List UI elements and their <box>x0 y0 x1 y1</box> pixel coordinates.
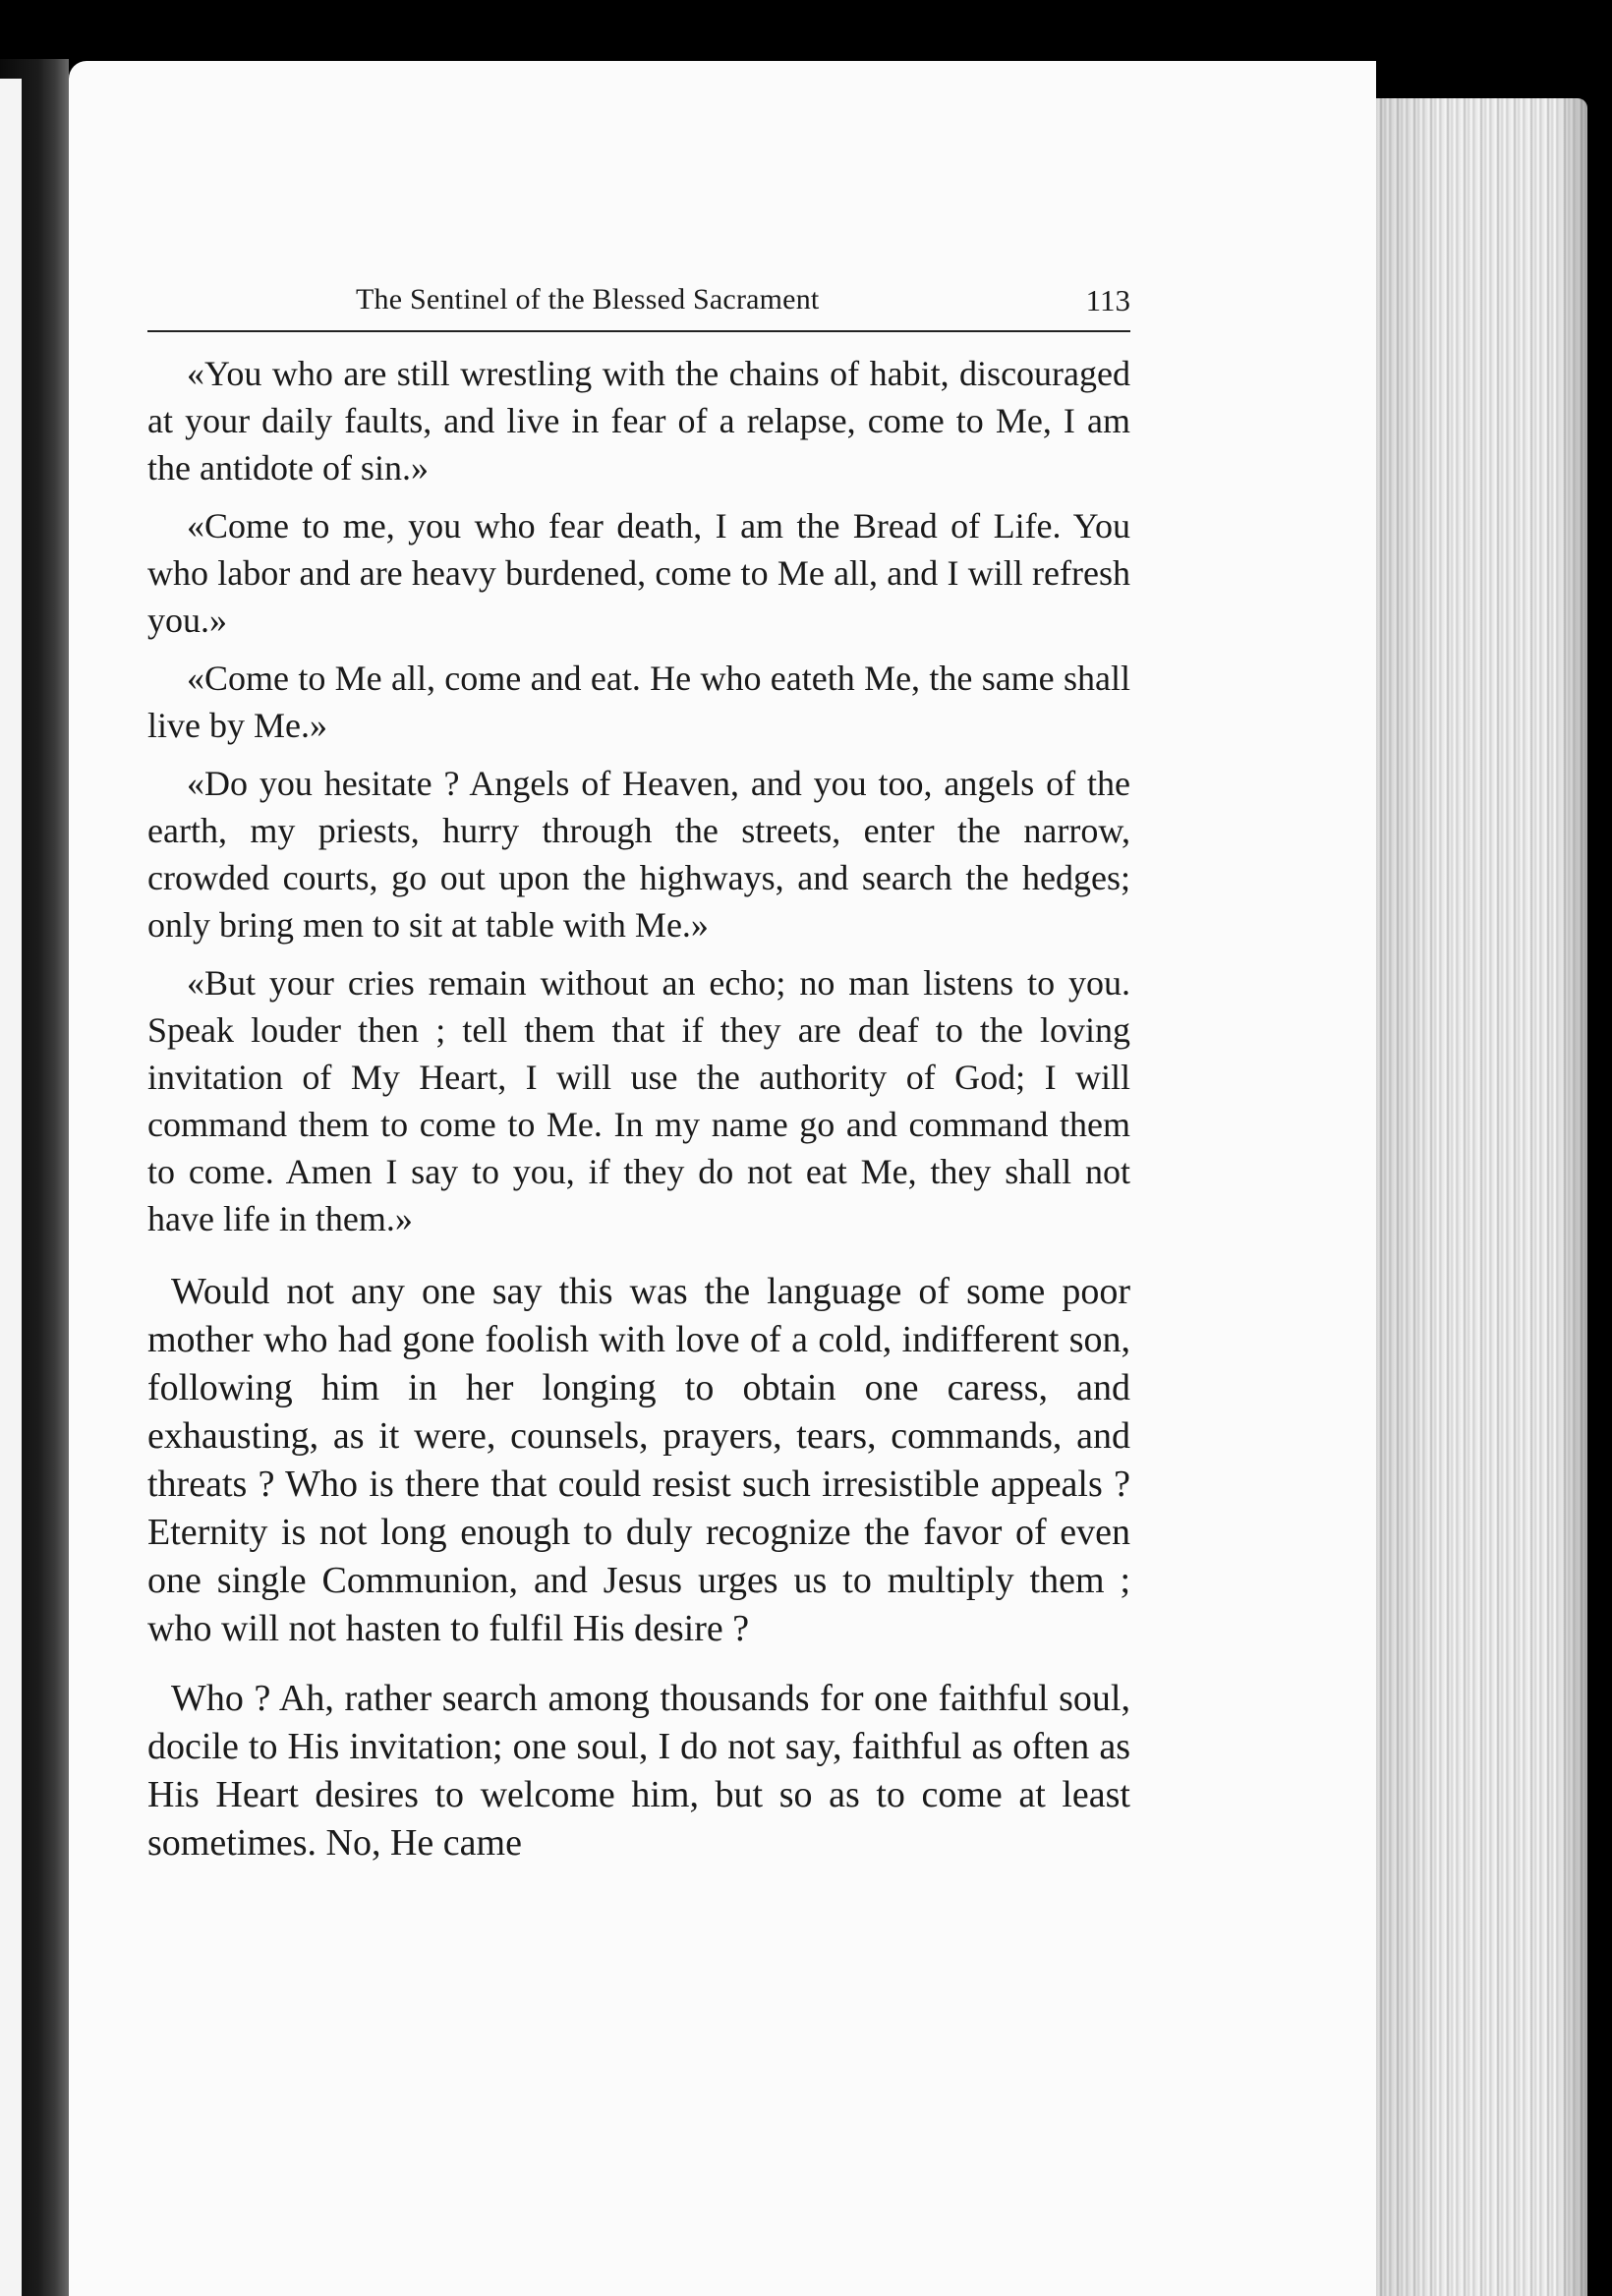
running-head-title: The Sentinel of the Blessed Sacrament <box>356 283 820 316</box>
facing-page-edge <box>0 79 22 2296</box>
paragraph-quote-2: «Come to me, you who fear death, I am the Bread of Life. You who labor and are heavy burdened, come to Me all, and I will refresh you.» <box>147 506 1130 640</box>
scan-background <box>1587 0 1612 2296</box>
paragraph-prose-2: Who ? Ah, rather search among thousands for one faithful soul, docile to His invitation; one soul, I do not say, faithful as often as His Heart desires to welcome him, but so as to come at least sometimes. No, He came <box>147 1678 1130 1864</box>
page-number: 113 <box>1085 283 1130 317</box>
paragraph-quote-4: «Do you hesitate ? Angels of Heaven, and you too, angels of the earth, my priests, hurry through the streets, enter the narrow, crowded courts, go out upon the highways, and search the hedges; only bring men to sit at table with Me.» <box>147 764 1130 945</box>
body-text <box>147 350 1130 1889</box>
paragraph-quote-1: «You who are still wrestling with the chains of habit, discouraged at your daily faults, and live in fear of a relapse, come to Me, I am the antidote of sin.» <box>147 354 1130 488</box>
paragraph-quote-5: «But your cries remain without an echo; no man listens to you. Speak louder then ; tell them that if they are deaf to the loving invitation of My Heart, I will use the authority of God; I will command them to come to Me. In my name go and command them to come. Amen I say to you, if they do not eat Me, they shall not have life in them.» <box>147 963 1130 1238</box>
page-stack-edges <box>1376 98 1587 2296</box>
paragraph-quote-3: «Come to Me all, come and eat. He who eateth Me, the same shall live by Me.» <box>147 659 1130 745</box>
running-head <box>147 285 1130 332</box>
paragraph-prose-1: Would not any one say this was the language of some poor mother who had gone foolish with love of a cold, indifferent son, following him in her longing to obtain one caress, and exhausting, as it were, counsels, prayers, tears, commands, and threats ? Who is there that could resist such irresistible appeals ? Eternity is not long enough to duly recognize the favor of even one single Communion, and Jesus urges us to multiply them ; who will not hasten to fulfil His desire ? <box>147 1271 1130 1649</box>
